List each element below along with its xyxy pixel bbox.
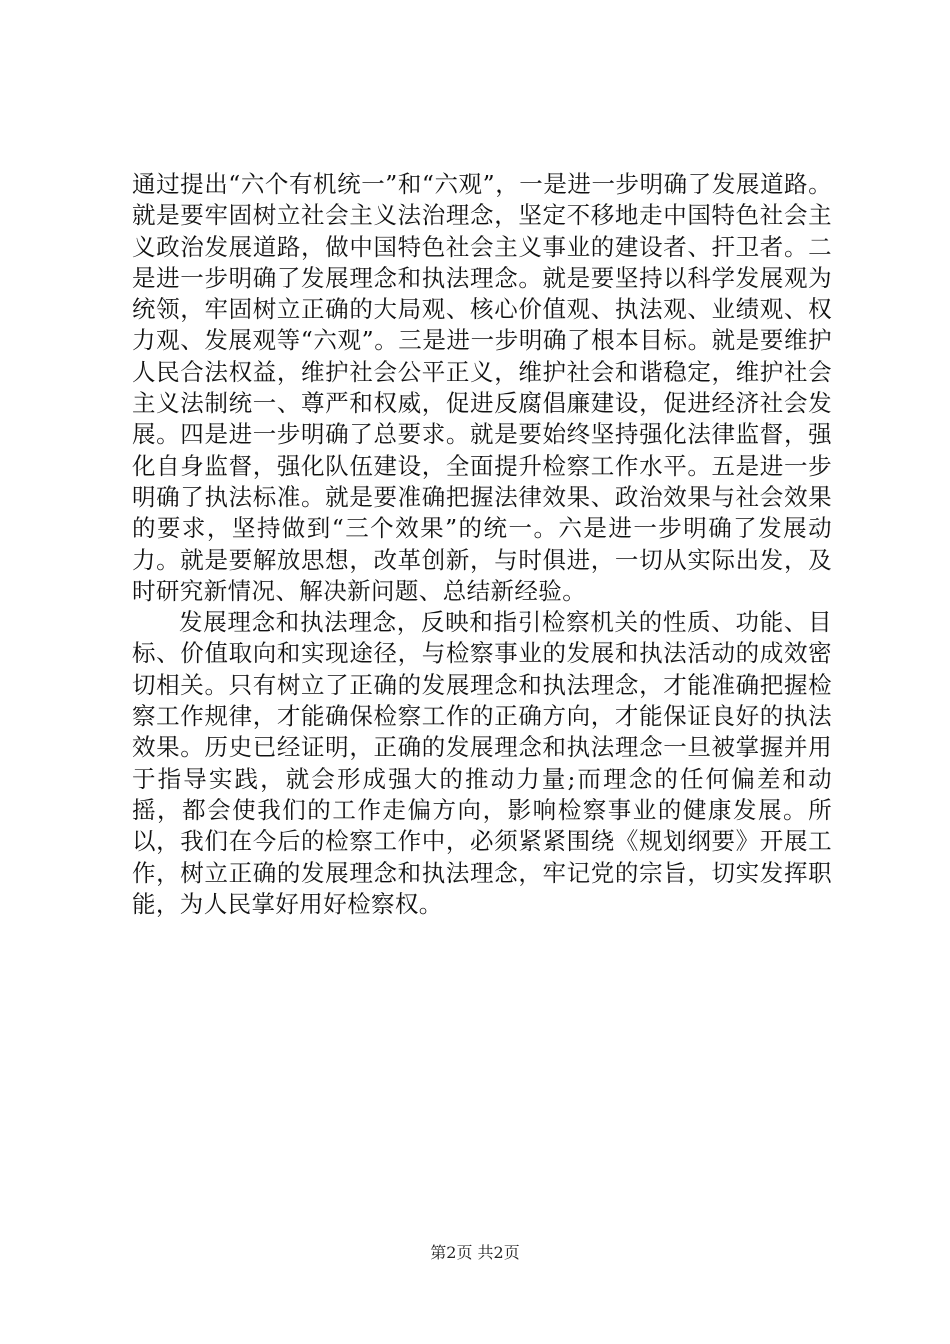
paragraph-1: 通过提出“六个有机统一”和“六观”，一是进一步明确了发展道路。就是要牢固树立社会主义法治理念，坚定不移地走中国特色社会主义政治发展道路，做中国特色社会主义事业的建设者、扞卫者。二是进一步明确了发展理念和执法理念。就是要坚持以科学发展观为统领，牢固树立正确的大局观、核心价值观、执法观、业绩观、权力观、发展观等“六观”。三是进一步明确了根本目标。就是要维护人民合法权益，维护社会公平正义，维护社会和谐稳定，维护社会主义法制统一、尊严和权威，促进反腐倡廉建设，促进经济社会发展。四是进一步明确了总要求。就是要始终坚持强化法律监督，强化自身监督，强化队伍建设，全面提升检察工作水平。五是进一步明确了执法标准。就是要准确把握法律效果、政治效果与社会效果的要求，坚持做到“三个效果”的统一。六是进一步明确了发展动力。就是要解放思想，改革创新，与时俱进，一切从实际出发，及时研究新情况、解决新问题、总结新经验。: [132, 170, 832, 605]
document-body: [132, 169, 832, 920]
page-number-footer: 第2页 共2页: [430, 1243, 520, 1262]
paragraph-2: 发展理念和执法理念，反映和指引检察机关的性质、功能、目标、价值取向和实现途径，与检察事业的发展和执法活动的成效密切相关。只有树立了正确的发展理念和执法理念，才能准确把握检察工作规律，才能确保检察工作的正确方向，才能保证良好的执法效果。历史已经证明，正确的发展理念和执法理念一旦被掌握并用于指导实践，就会形成强大的推动力量;而理念的任何偏差和动摇，都会使我们的工作走偏方向，影响检察事业的健康发展。所以，我们在今后的检察工作中，必须紧紧围绕《规划纲要》开展工作，树立正确的发展理念和执法理念，牢记党的宗旨，切实发挥职能，为人民掌好用好检察权。: [132, 608, 832, 918]
